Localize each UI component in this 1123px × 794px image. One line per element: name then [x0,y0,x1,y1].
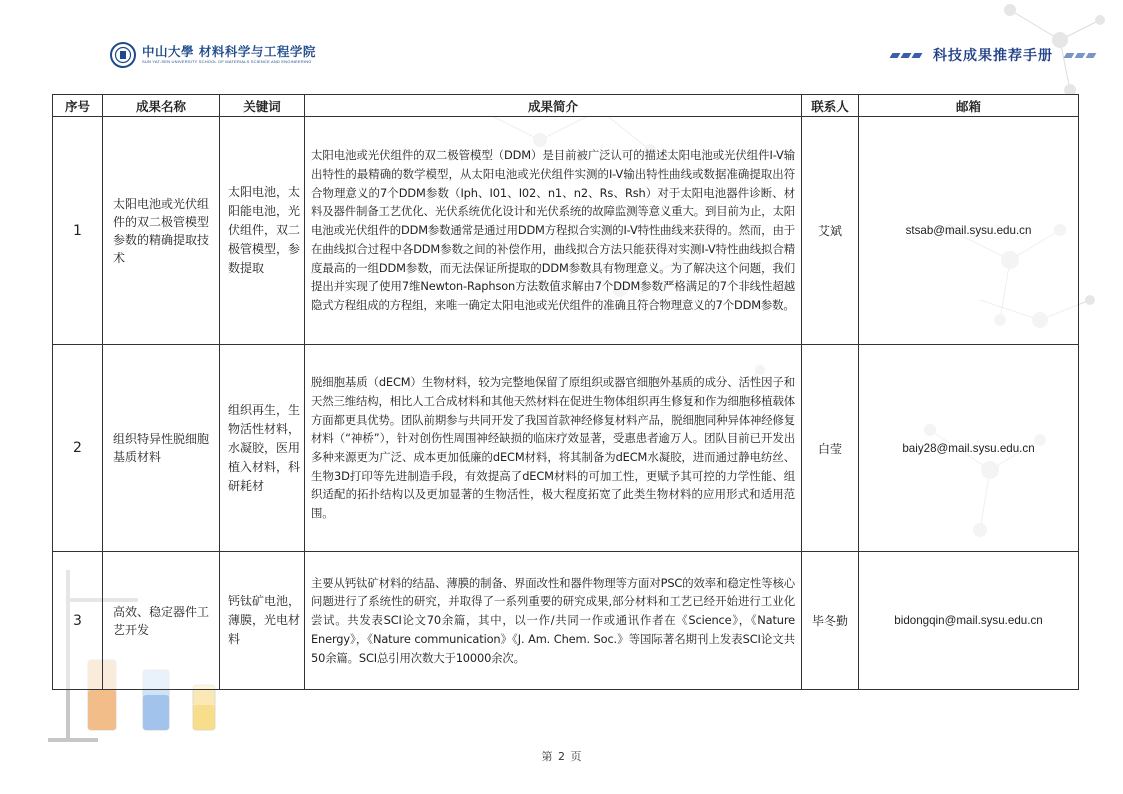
school-logo [110,42,316,68]
column-header-intro: 成果简介 [305,95,802,117]
keywords: 太阳电池，太阳能电池，光伏组件，双二极管模型，参数提取 [220,117,305,345]
stripe-decoration-right [1065,53,1095,58]
table-header-row [53,95,1079,117]
school-name-cn: 中山大學 材料科学与工程学院 [142,43,316,59]
table-row [53,345,1079,552]
column-header-no: 序号 [53,95,103,117]
university-seal-icon [110,42,136,68]
column-header-contact: 联系人 [802,95,859,117]
achievement-intro: 太阳电池或光伏组件的双二极管模型（DDM）是目前被广泛认可的描述太阳电池或光伏组件I-V输出特性的最精确的数学模型，从太阳电池或光伏组件实测的I-V输出特性曲线或数据准确提取出符合物理意义的7个DDM参数（Iph、I01、I02、n1、n2、Rs、Rsh）对于太阳电池器件诊断、材料及器件制备工艺优化、光伏系统优化设计和光伏系统的故障监测等意义重大。到目前为止，太阳电池或光伏组件的DDM参数通常是通过用DDM方程拟合实测的I-V特性曲线来获得的。然而，由于在曲线拟合过程中各DDM参数之间的补偿作用，曲线拟合方法只能获得对实测I-V特性曲线拟合精度最高的一组DDM参数，而无法保证所提取的DDM参数具有物理意义。为了解决这个问题，我们提出并实现了使用7维Newton-Raphson方法数值求解由7个DDM参数严格满足的7个非线性超越隐式方程组成的方程组，来唯一确定太阳电池或光伏组件的准确且符合物理意义的7个DDM参数。 [305,117,802,345]
achievements-table [52,94,1079,690]
contact-email: stsab@mail.sysu.edu.cn [859,117,1079,345]
page-prefix: 第 [541,750,553,763]
achievement-name: 太阳电池或光伏组件的双二极管模型参数的精确提取技术 [103,117,220,345]
contact-person: 艾斌 [802,117,859,345]
table-row [53,117,1079,345]
page-number-value: 2 [558,750,565,763]
achievement-intro: 主要从钙钛矿材料的结晶、薄膜的制备、界面改性和器件物理等方面对PSC的效率和稳定性等核心问题进行了系统性的研究，并取得了一系列重要的研究成果,部分材料和工艺已经开始进行工业化尝试。共发表SCI论文70余篇，其中，以一作/共同一作或通讯作者在《Science》，《Nature Energy》，《Nature communication》《J. Am. Chem. Soc.》等国际著名期刊上发表SCI论文共50余篇。SCI总引用次数大于10000余次。 [305,552,802,690]
contact-person: 白莹 [802,345,859,552]
keywords: 组织再生，生物活性材料，水凝胶，医用植入材料，科研耗材 [220,345,305,552]
row-number: 2 [53,345,103,552]
stripe-decoration-left [891,53,921,58]
keywords: 钙钛矿电池，薄膜，光电材料 [220,552,305,690]
achievement-intro: 脱细胞基质（dECM）生物材料，较为完整地保留了原组织或器官细胞外基质的成分、活性因子和天然三维结构，相比人工合成材料和其他天然材料在促进生物体组织再生修复和作为细胞移植载体方面都更具优势。团队前期参与共同开发了我国首款神经修复材料产品，脱细胞同种异体神经修复材料（“神桥”），针对创伤性周围神经缺损的临床疗效显著，受惠患者逾万人。团队目前已开发出多种来源更为广泛、成本更加低廉的dECM材料，将其制备为dECM水凝胶，进而通过静电纺丝、生物3D打印等先进制造手段，有效提高了dECM材料的可加工性，更赋予其可控的力学性能、组织适配的拓扑结构以及更加显著的生物活性，极大程度拓宽了此类生物材料的应用形式和适用范围。 [305,345,802,552]
page-header [0,36,1123,76]
manual-title: 科技成果推荐手册 [933,48,1053,64]
row-number: 3 [53,552,103,690]
column-header-keywords: 关键词 [220,95,305,117]
page-suffix: 页 [570,750,582,763]
column-header-name: 成果名称 [103,95,220,117]
table-row [53,552,1079,690]
column-header-email: 邮箱 [859,95,1079,117]
contact-email: bidongqin@mail.sysu.edu.cn [859,552,1079,690]
manual-title-block [891,45,1095,65]
achievement-name: 高效、稳定器件工艺开发 [103,552,220,690]
achievement-name: 组织特异性脱细胞基质材料 [103,345,220,552]
contact-person: 毕冬勤 [802,552,859,690]
page-number [0,748,1123,764]
row-number: 1 [53,117,103,345]
school-name-en: SUN YAT-SEN UNIVERSITY SCHOOL OF MATERIALS SCIENCE AND ENGINEERING [142,59,312,65]
contact-email: baiy28@mail.sysu.edu.cn [859,345,1079,552]
